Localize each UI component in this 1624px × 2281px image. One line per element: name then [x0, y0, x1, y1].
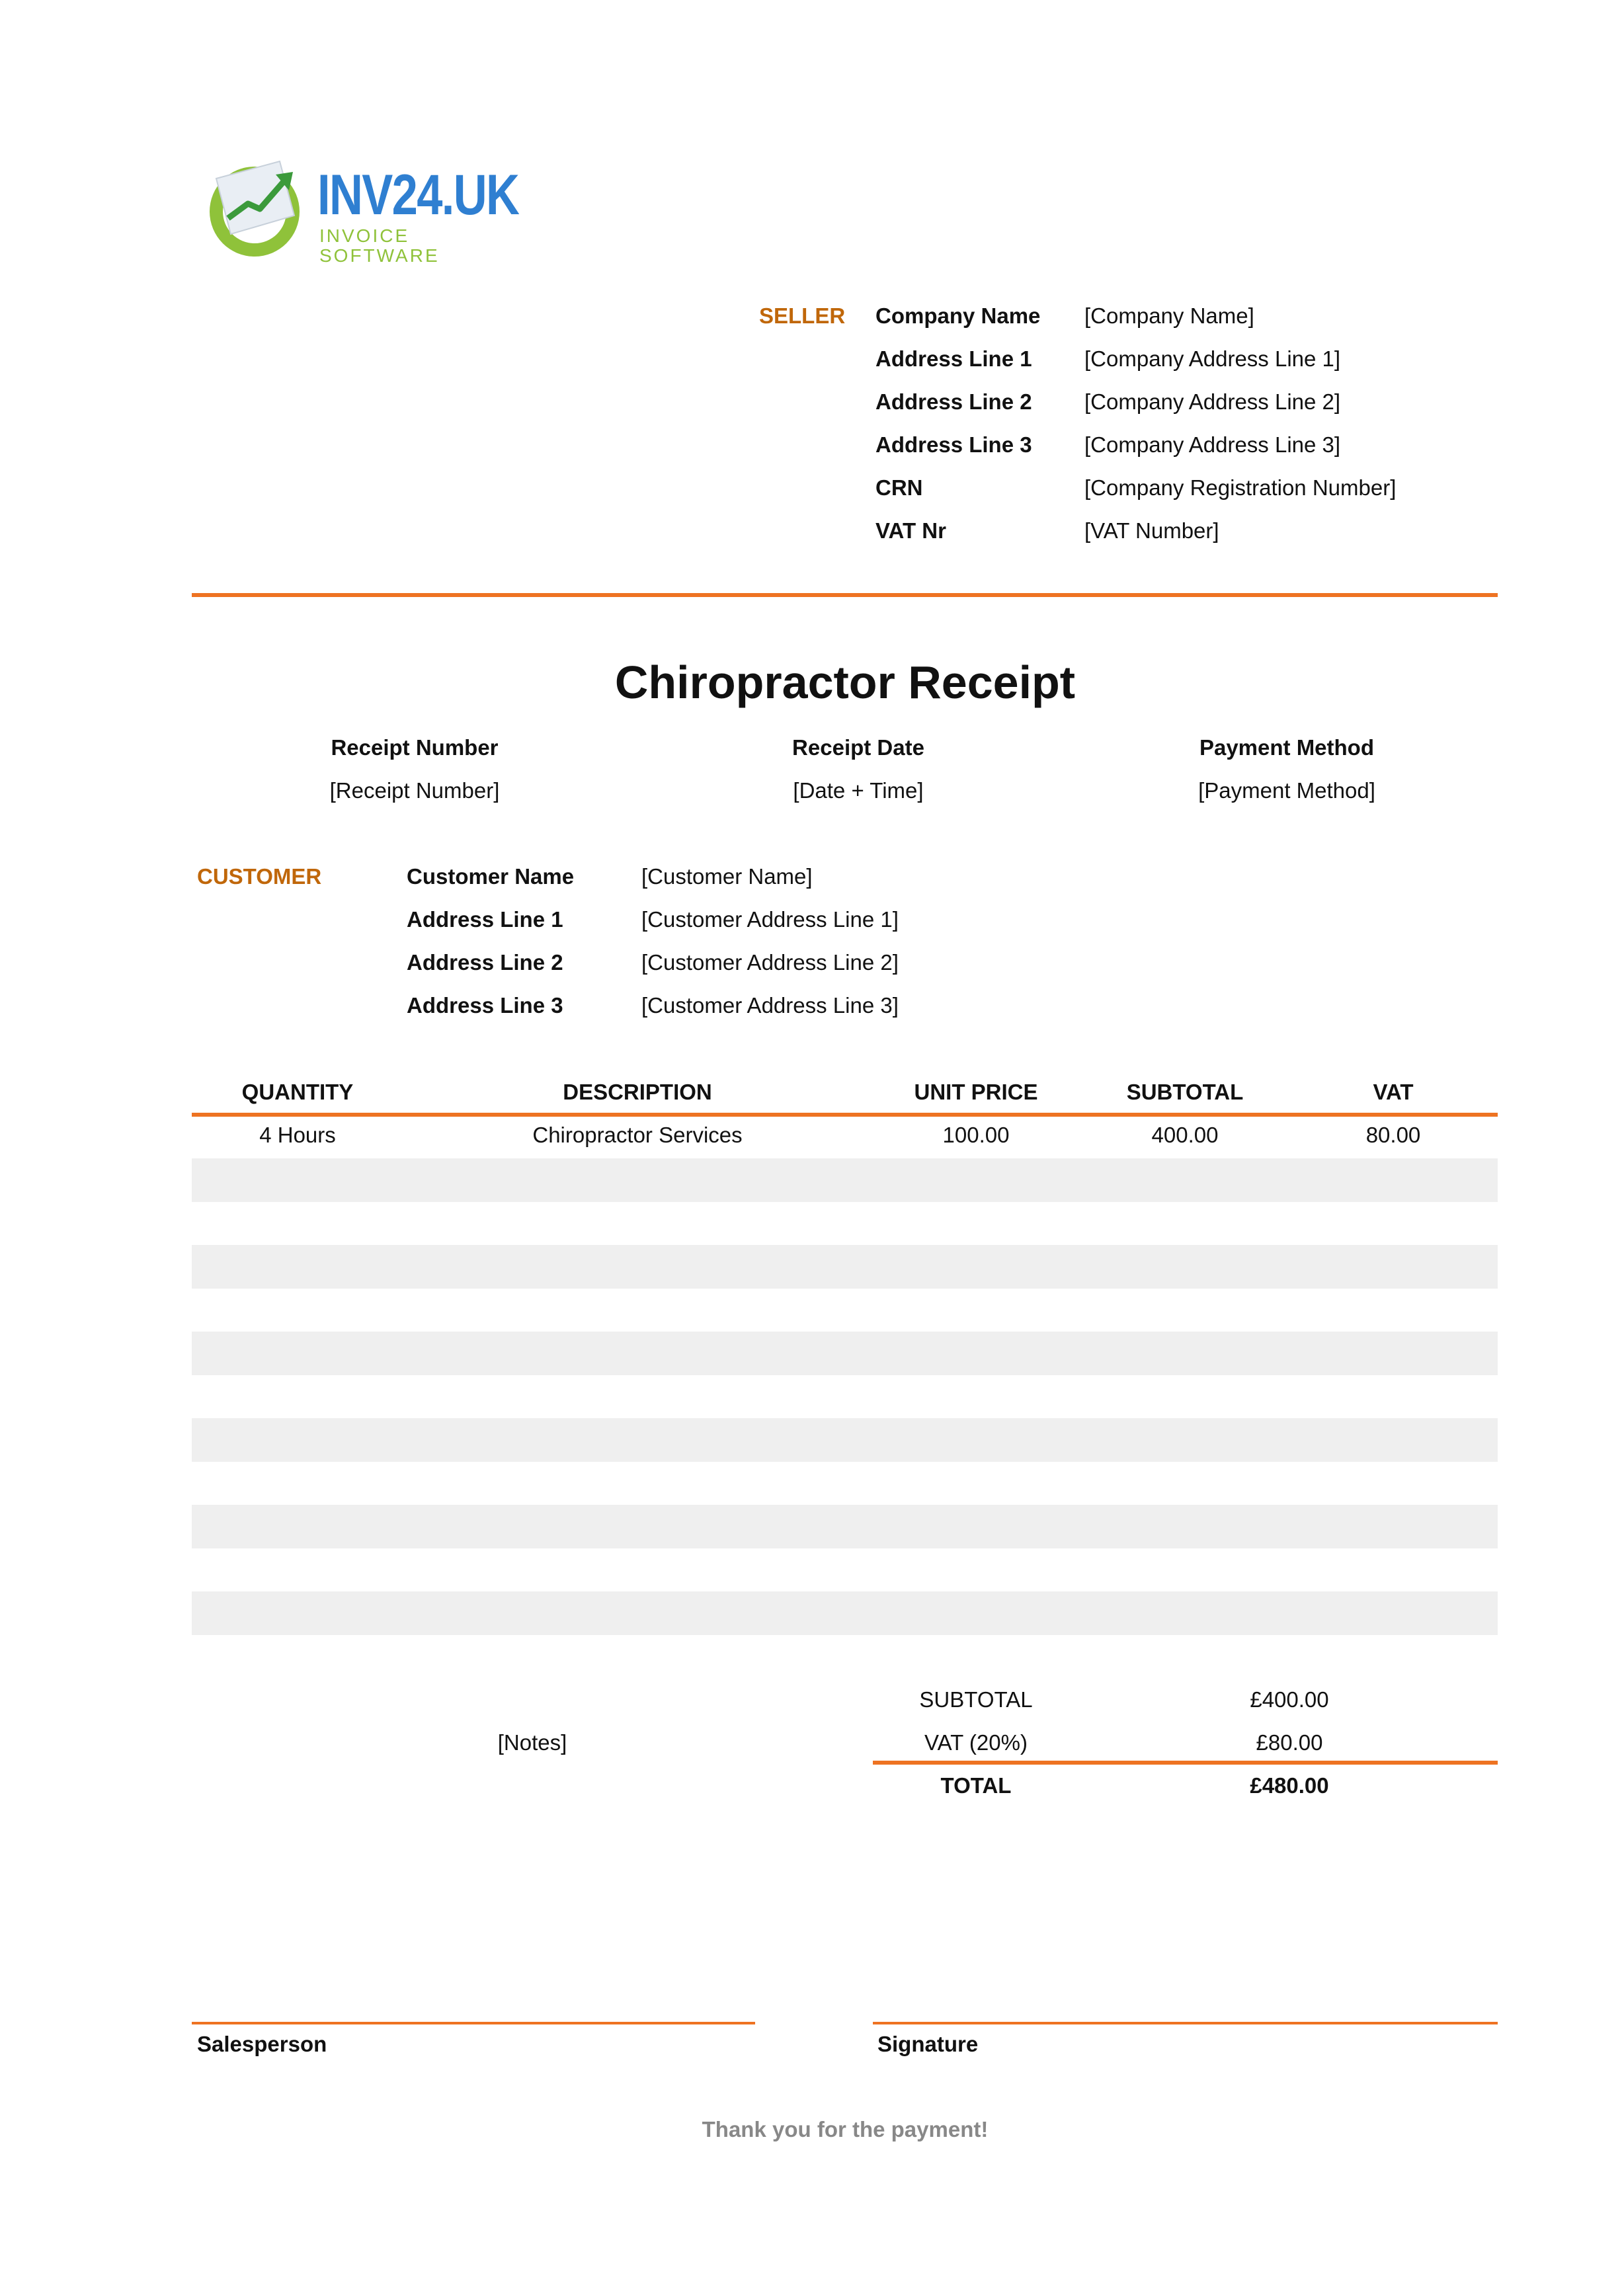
cell-description: Chiropractor Services — [532, 1123, 743, 1147]
customer-label-address-3: Address Line 3 — [407, 993, 563, 1018]
company-logo — [202, 152, 519, 266]
customer-section-label: CUSTOMER — [197, 864, 322, 889]
signature-label: Signature — [877, 2032, 979, 2056]
customer-label-address-2: Address Line 2 — [407, 950, 563, 975]
seller-value-address-2: [Company Address Line 2] — [1084, 389, 1341, 414]
empty-row-stripe — [192, 1245, 1498, 1289]
totals-rule — [873, 1761, 1498, 1765]
salesperson-label: Salesperson — [197, 2032, 327, 2056]
seller-section-label: SELLER — [759, 303, 846, 328]
logo-emblem-icon — [202, 152, 314, 258]
customer-value-address-2: [Customer Address Line 2] — [641, 950, 899, 975]
seller-value-address-1: [Company Address Line 1] — [1084, 346, 1341, 371]
document-title: Chiropractor Receipt — [614, 657, 1076, 708]
seller-label-address-2: Address Line 2 — [875, 389, 1032, 414]
seller-value-crn: [Company Registration Number] — [1084, 475, 1397, 500]
payment-method-value: [Payment Method] — [1198, 778, 1375, 803]
empty-row-stripe — [192, 1158, 1498, 1202]
customer-label-address-1: Address Line 1 — [407, 907, 563, 932]
cell-vat: 80.00 — [1365, 1123, 1421, 1147]
column-header-unit-price: UNIT PRICE — [914, 1080, 1038, 1104]
cell-subtotal: 400.00 — [1151, 1123, 1219, 1147]
salesperson-line — [192, 2022, 755, 2024]
totals-total-value: £480.00 — [1250, 1773, 1329, 1798]
totals-subtotal-value: £400.00 — [1250, 1687, 1329, 1712]
customer-value-address-3: [Customer Address Line 3] — [641, 993, 899, 1018]
receipt-number-value: [Receipt Number] — [329, 778, 500, 803]
empty-row-stripe — [192, 1332, 1498, 1375]
signature-line — [873, 2022, 1498, 2024]
column-header-vat: VAT — [1373, 1080, 1414, 1104]
seller-label-crn: CRN — [875, 475, 923, 500]
receipt-date-label: Receipt Date — [792, 735, 924, 760]
totals-total-label: TOTAL — [940, 1773, 1012, 1798]
thank-you-message: Thank you for the payment! — [702, 2117, 989, 2141]
empty-row-stripe — [192, 1591, 1498, 1635]
column-header-quantity: QUANTITY — [241, 1080, 354, 1104]
notes: [Notes] — [497, 1730, 567, 1755]
seller-label-vat-nr: VAT Nr — [875, 518, 946, 543]
seller-value-vat-nr: [VAT Number] — [1084, 518, 1219, 543]
payment-method-label: Payment Method — [1199, 735, 1375, 760]
customer-value-name: [Customer Name] — [641, 864, 813, 889]
seller-label-company-name: Company Name — [875, 303, 1041, 328]
customer-value-address-1: [Customer Address Line 1] — [641, 907, 899, 932]
empty-row-stripe — [192, 1418, 1498, 1462]
header-divider — [192, 593, 1498, 597]
seller-label-address-1: Address Line 1 — [875, 346, 1032, 371]
seller-value-address-3: [Company Address Line 3] — [1084, 432, 1341, 457]
column-header-subtotal: SUBTOTAL — [1126, 1080, 1244, 1104]
seller-label-address-3: Address Line 3 — [875, 432, 1032, 457]
cell-quantity: 4 Hours — [259, 1123, 336, 1147]
table-header-rule — [192, 1113, 1498, 1117]
logo-tagline: INVOICE SOFTWARE — [319, 225, 440, 266]
receipt-number-label: Receipt Number — [331, 735, 499, 760]
totals-vat-value: £80.00 — [1256, 1730, 1323, 1755]
totals-vat-label: VAT (20%) — [924, 1730, 1028, 1755]
empty-row-stripe — [192, 1505, 1498, 1548]
seller-value-company-name: [Company Name] — [1084, 303, 1254, 328]
customer-label-name: Customer Name — [407, 864, 575, 889]
totals-subtotal-label: SUBTOTAL — [919, 1687, 1033, 1712]
logo-wordmark: INV24.UK — [317, 163, 519, 227]
receipt-date-value: [Date + Time] — [793, 778, 924, 803]
cell-unit-price: 100.00 — [942, 1123, 1010, 1147]
column-header-description: DESCRIPTION — [563, 1080, 712, 1104]
